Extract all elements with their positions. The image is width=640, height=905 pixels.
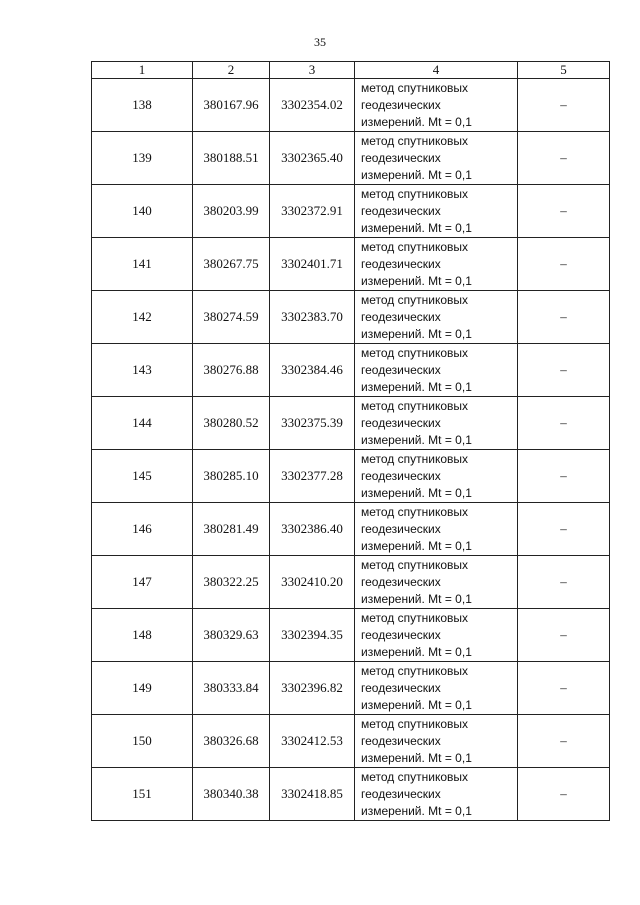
method-line-2: геодезических [361, 415, 441, 430]
method-line-1: метод спутниковых [361, 769, 469, 784]
method-line-1: метод спутниковых [361, 80, 469, 95]
method-line-3: измерений. Mt = 0,1 [361, 485, 472, 500]
method-line-2: геодезических [361, 203, 441, 218]
note-cell: – [518, 291, 610, 344]
method-line-2: геодезических [361, 468, 441, 483]
method-line-2: геодезических [361, 574, 441, 589]
note-cell: – [518, 450, 610, 503]
table-row [92, 79, 610, 132]
method-line-1: метод спутниковых [361, 663, 469, 678]
x-coordinate-cell: 380274.59 [193, 291, 270, 344]
method-line-1: метод спутниковых [361, 345, 469, 360]
method-cell [355, 132, 518, 185]
method-cell [355, 609, 518, 662]
table-body [92, 79, 610, 821]
x-coordinate-cell: 380280.52 [193, 397, 270, 450]
table-row [92, 768, 610, 821]
header-row [92, 62, 610, 79]
note-cell: – [518, 132, 610, 185]
method-line-2: геодезических [361, 97, 441, 112]
method-line-1: метод спутниковых [361, 186, 469, 201]
coordinates-table [91, 61, 610, 821]
page-number: 35 [314, 35, 326, 49]
header-cell-2: 2 [193, 62, 270, 79]
method-line-3: измерений. Mt = 0,1 [361, 167, 472, 182]
point-number-cell: 140 [92, 185, 193, 238]
y-coordinate-cell: 3302354.02 [270, 79, 355, 132]
method-line-3: измерений. Mt = 0,1 [361, 273, 472, 288]
method-line-2: геодезических [361, 627, 441, 642]
header-cell-4: 4 [355, 62, 518, 79]
point-number-cell: 143 [92, 344, 193, 397]
x-coordinate-cell: 380285.10 [193, 450, 270, 503]
method-cell [355, 768, 518, 821]
method-cell [355, 79, 518, 132]
method-line-3: измерений. Mt = 0,1 [361, 114, 472, 129]
method-cell [355, 662, 518, 715]
method-cell [355, 238, 518, 291]
table-row [92, 132, 610, 185]
method-line-3: измерений. Mt = 0,1 [361, 220, 472, 235]
method-line-3: измерений. Mt = 0,1 [361, 326, 472, 341]
table-row [92, 662, 610, 715]
table-row [92, 185, 610, 238]
method-line-1: метод спутниковых [361, 133, 469, 148]
point-number-cell: 151 [92, 768, 193, 821]
method-line-3: измерений. Mt = 0,1 [361, 538, 472, 553]
note-cell: – [518, 397, 610, 450]
table-row [92, 503, 610, 556]
y-coordinate-cell: 3302394.35 [270, 609, 355, 662]
x-coordinate-cell: 380333.84 [193, 662, 270, 715]
method-line-1: метод спутниковых [361, 504, 469, 519]
y-coordinate-cell: 3302396.82 [270, 662, 355, 715]
table-row [92, 344, 610, 397]
header-cell-3: 3 [270, 62, 355, 79]
method-line-3: измерений. Mt = 0,1 [361, 591, 472, 606]
point-number-cell: 139 [92, 132, 193, 185]
point-number-cell: 145 [92, 450, 193, 503]
method-cell [355, 291, 518, 344]
note-cell: – [518, 503, 610, 556]
method-line-1: метод спутниковых [361, 398, 469, 413]
y-coordinate-cell: 3302377.28 [270, 450, 355, 503]
method-cell [355, 344, 518, 397]
note-cell: – [518, 662, 610, 715]
method-line-2: геодезических [361, 150, 441, 165]
method-line-2: геодезических [361, 521, 441, 536]
table-row [92, 715, 610, 768]
method-line-3: измерений. Mt = 0,1 [361, 803, 472, 818]
x-coordinate-cell: 380340.38 [193, 768, 270, 821]
point-number-cell: 138 [92, 79, 193, 132]
point-number-cell: 144 [92, 397, 193, 450]
method-cell [355, 185, 518, 238]
table-row [92, 556, 610, 609]
method-line-1: метод спутниковых [361, 716, 469, 731]
y-coordinate-cell: 3302386.40 [270, 503, 355, 556]
x-coordinate-cell: 380329.63 [193, 609, 270, 662]
method-line-3: измерений. Mt = 0,1 [361, 644, 472, 659]
method-cell [355, 450, 518, 503]
method-line-1: метод спутниковых [361, 610, 469, 625]
y-coordinate-cell: 3302401.71 [270, 238, 355, 291]
x-coordinate-cell: 380188.51 [193, 132, 270, 185]
y-coordinate-cell: 3302384.46 [270, 344, 355, 397]
method-cell [355, 397, 518, 450]
method-line-2: геодезических [361, 786, 441, 801]
point-number-cell: 149 [92, 662, 193, 715]
table-row [92, 609, 610, 662]
x-coordinate-cell: 380276.88 [193, 344, 270, 397]
y-coordinate-cell: 3302412.53 [270, 715, 355, 768]
note-cell: – [518, 609, 610, 662]
method-cell [355, 715, 518, 768]
method-line-3: измерений. Mt = 0,1 [361, 697, 472, 712]
table-row [92, 397, 610, 450]
x-coordinate-cell: 380203.99 [193, 185, 270, 238]
method-line-2: геодезических [361, 680, 441, 695]
method-line-1: метод спутниковых [361, 292, 469, 307]
header-cell-1: 1 [92, 62, 193, 79]
method-line-1: метод спутниковых [361, 557, 469, 572]
x-coordinate-cell: 380281.49 [193, 503, 270, 556]
method-line-2: геодезических [361, 733, 441, 748]
point-number-cell: 148 [92, 609, 193, 662]
note-cell: – [518, 238, 610, 291]
method-line-3: измерений. Mt = 0,1 [361, 379, 472, 394]
x-coordinate-cell: 380322.25 [193, 556, 270, 609]
y-coordinate-cell: 3302418.85 [270, 768, 355, 821]
y-coordinate-cell: 3302372.91 [270, 185, 355, 238]
note-cell: – [518, 768, 610, 821]
x-coordinate-cell: 380167.96 [193, 79, 270, 132]
point-number-cell: 142 [92, 291, 193, 344]
method-line-2: геодезических [361, 256, 441, 271]
point-number-cell: 141 [92, 238, 193, 291]
point-number-cell: 146 [92, 503, 193, 556]
method-line-2: геодезических [361, 362, 441, 377]
method-cell [355, 556, 518, 609]
point-number-cell: 150 [92, 715, 193, 768]
note-cell: – [518, 715, 610, 768]
table-row [92, 291, 610, 344]
note-cell: – [518, 556, 610, 609]
point-number-cell: 147 [92, 556, 193, 609]
method-line-1: метод спутниковых [361, 451, 469, 466]
table-row [92, 238, 610, 291]
y-coordinate-cell: 3302383.70 [270, 291, 355, 344]
note-cell: – [518, 344, 610, 397]
y-coordinate-cell: 3302365.40 [270, 132, 355, 185]
note-cell: – [518, 185, 610, 238]
y-coordinate-cell: 3302410.20 [270, 556, 355, 609]
method-line-3: измерений. Mt = 0,1 [361, 432, 472, 447]
x-coordinate-cell: 380267.75 [193, 238, 270, 291]
header-cell-5: 5 [518, 62, 610, 79]
method-line-1: метод спутниковых [361, 239, 469, 254]
method-line-3: измерений. Mt = 0,1 [361, 750, 472, 765]
table-header [92, 62, 610, 79]
y-coordinate-cell: 3302375.39 [270, 397, 355, 450]
method-line-2: геодезических [361, 309, 441, 324]
table-row [92, 450, 610, 503]
x-coordinate-cell: 380326.68 [193, 715, 270, 768]
method-cell [355, 503, 518, 556]
note-cell: – [518, 79, 610, 132]
